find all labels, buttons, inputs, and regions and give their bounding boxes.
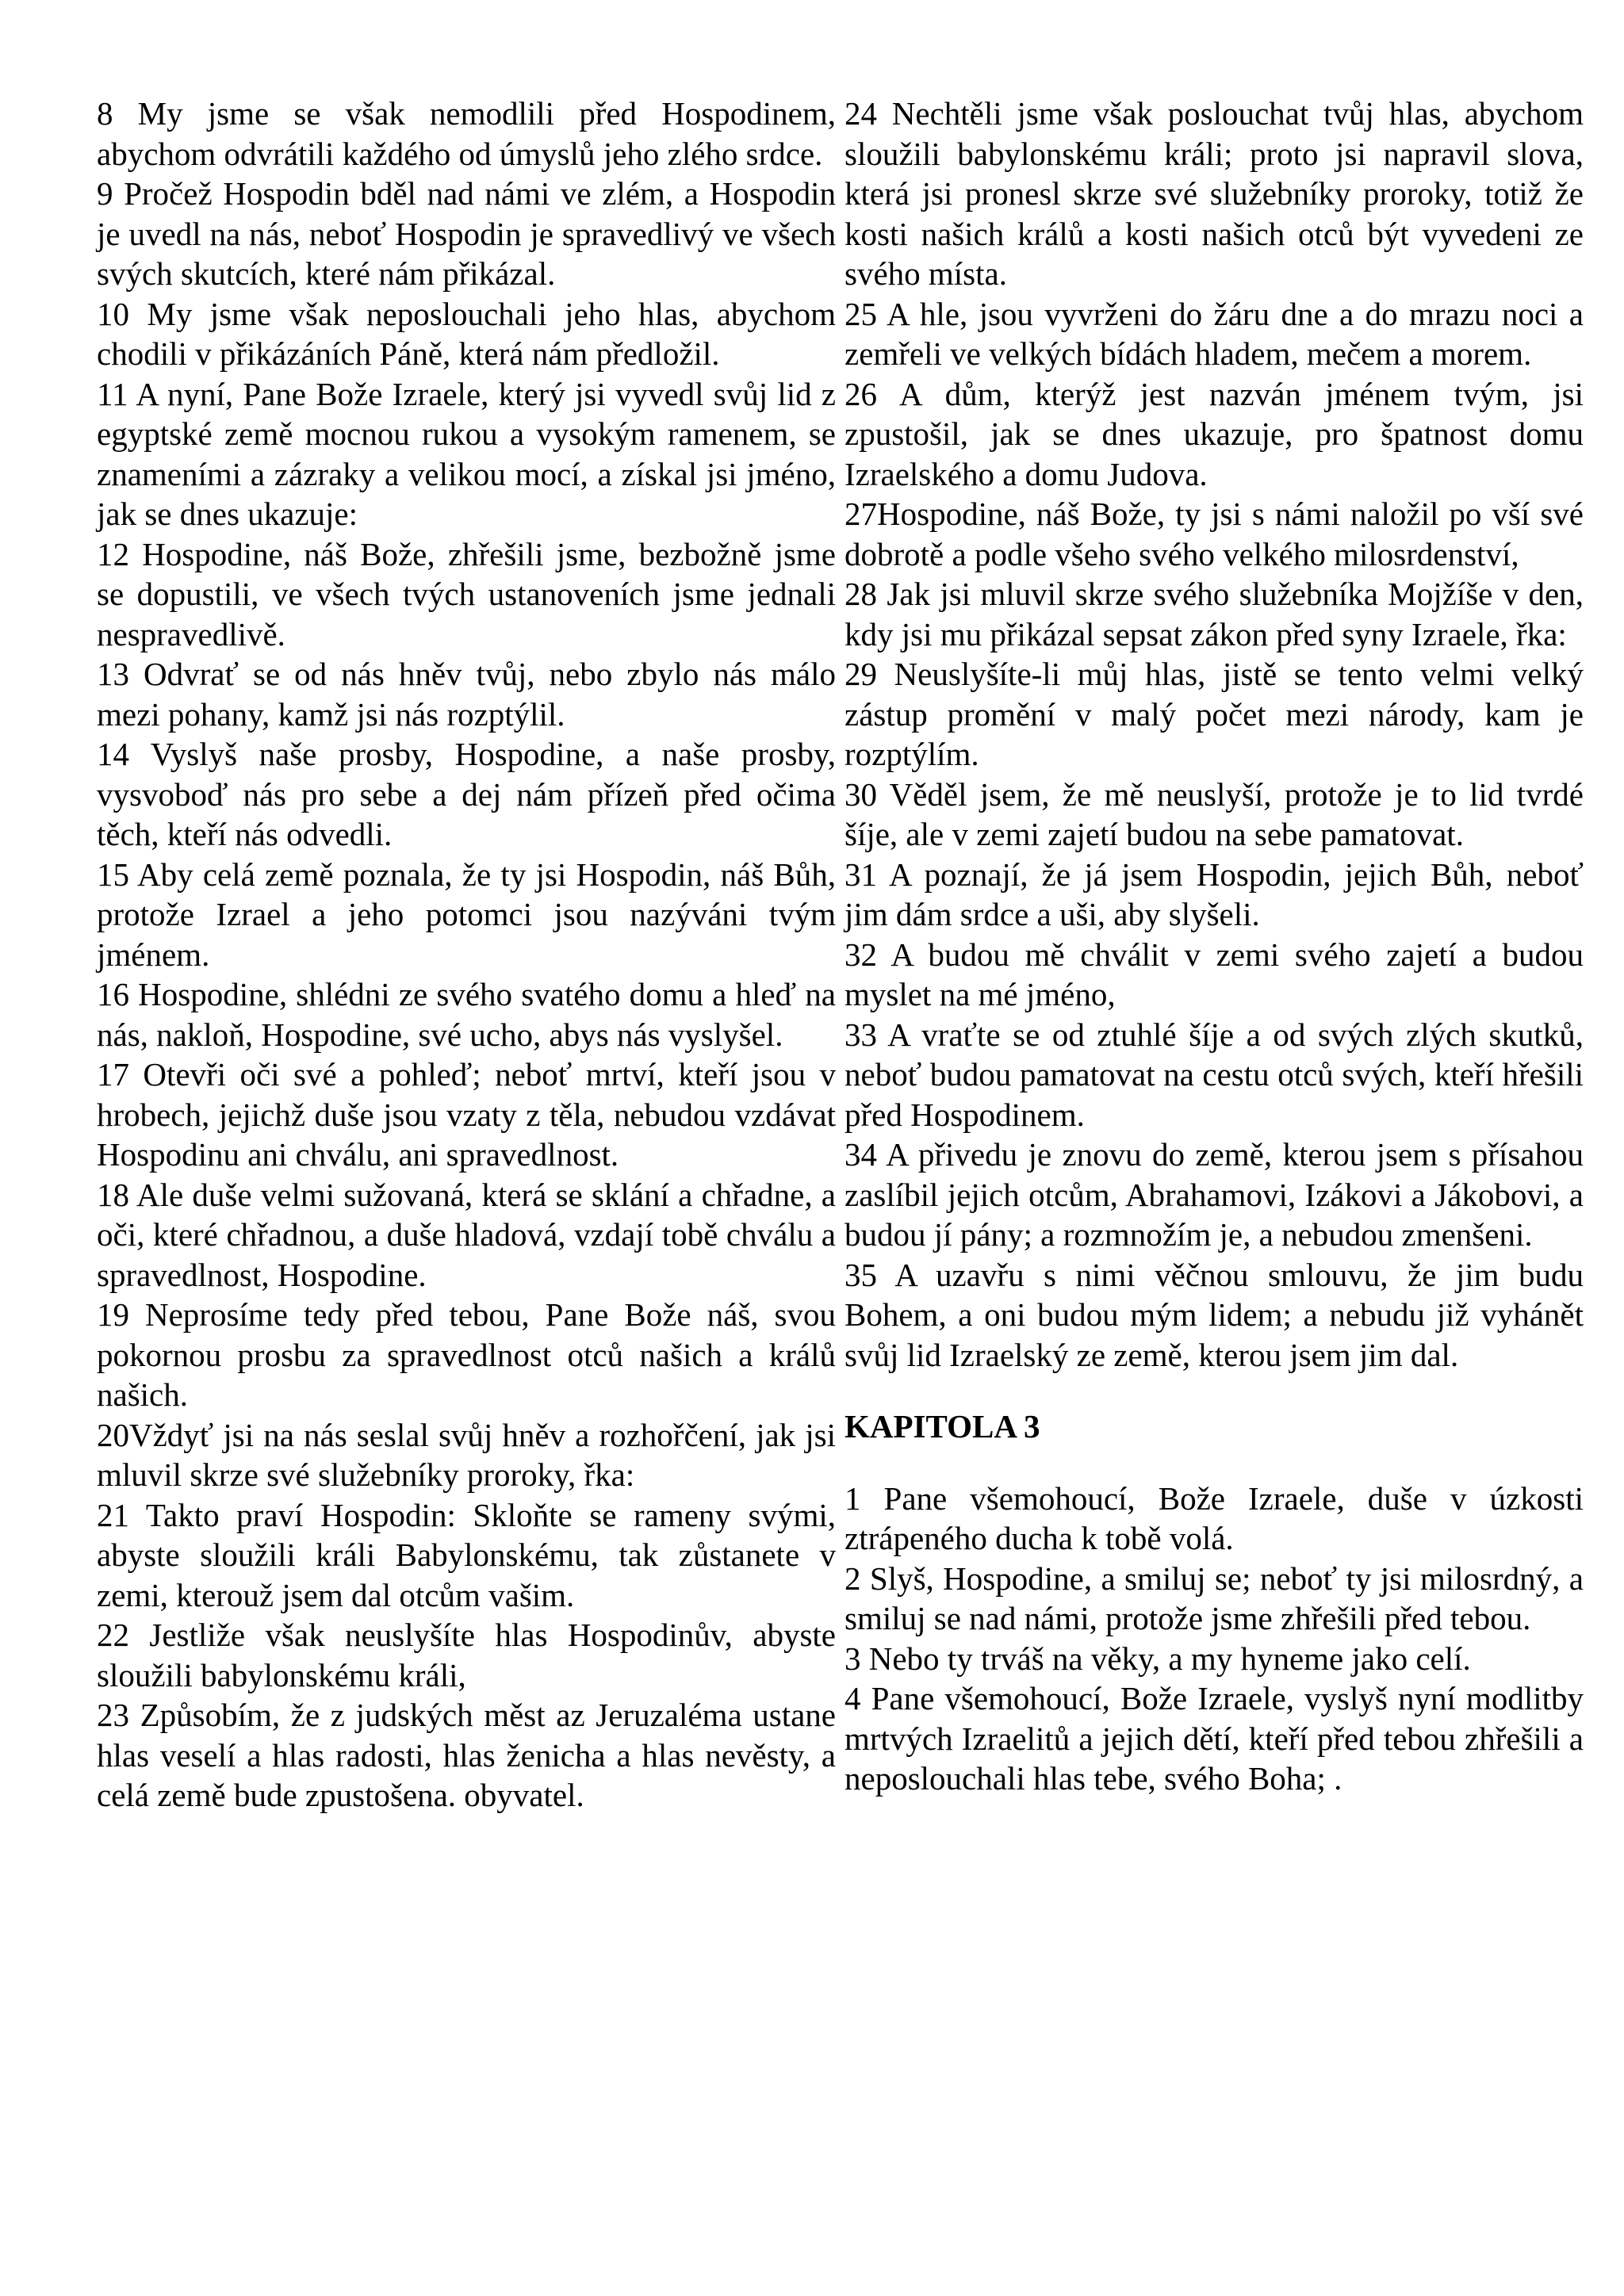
verse-32: 32 A budou mě chválit v zemi svého zajetí a budou myslet na mé jméno, <box>845 936 1584 1012</box>
verse-14: 14 Vyslyš naše prosby, Hospodine, a naše prosby, vysvoboď nás pro sebe a dej nám přízeň před očima těch, kteří nás odvedli. <box>97 736 836 852</box>
verse-12: 12 Hospodine, náš Bože, zhřešili jsme, bezbožně jsme se dopustili, ve všech tvých ustanoveních jsme jednali nespravedlivě. <box>97 535 836 652</box>
verse-25: 25 A hle, jsou vyvrženi do žáru dne a do mrazu noci a zemřeli ve velkých bídách hladem, mečem a morem. <box>845 295 1584 372</box>
verse-10: 10 My jsme však neposlouchali jeho hlas, abychom chodili v přikázáních Páně, která nám předložil. <box>97 295 836 372</box>
verse-11: 11 A nyní, Pane Bože Izraele, který jsi vyvedl svůj lid z egyptské země mocnou rukou a vysokým ramenem, se znameními a zázraky a velikou mocí, a získal jsi jméno, jak se dnes ukazuje: <box>97 375 836 532</box>
chapter3-verse-2: 2 Slyš, Hospodine, a smiluj se; neboť ty jsi milosrdný, a smiluj se nad námi, protože jsme zhřešili před tebou. <box>845 1559 1584 1636</box>
verse-15: 15 Aby celá země poznala, že ty jsi Hospodin, náš Bůh, protože Izrael a jeho potomci jsou nazýváni tvým jménem. <box>97 855 836 973</box>
verse-16: 16 Hospodine, shlédni ze svého svatého domu a hleď na nás, nakloň, Hospodine, své ucho, abys nás vyslyšel. <box>97 976 836 1053</box>
chapter3-verse-1: 1 Pane všemohoucí, Bože Izraele, duše v úzkosti ztrápeného ducha k tobě volá. <box>845 1479 1584 1556</box>
verse-22: 22 Jestliže však neuslyšíte hlas Hospodinův, abyste sloužili babylonskému králi, <box>97 1617 836 1693</box>
verse-34: 34 A přivedu je znovu do země, kterou jsem s přísahou zaslíbil jejich otcům, Abrahamovi, Izákovi a Jákobovi, a budou jí pány; a rozmnožím je, a nebudou zmenšeni. <box>845 1136 1584 1253</box>
verse-13: 13 Odvrať se od nás hněv tvůj, nebo zbylo nás málo mezi pohany, kamž jsi nás rozptýlil. <box>97 656 836 733</box>
verse-27: 27Hospodine, náš Bože, ty jsi s námi naložil po vší své dobrotě a podle všeho svého velkého milosrdenství, <box>845 496 1584 572</box>
verse-17: 17 Otevři oči své a pohleď; neboť mrtví, kteří jsou v hrobech, jejichž duše jsou vzaty z těla, nebudou vzdávat Hospodinu ani chválu, ani spravedlnost. <box>97 1056 836 1173</box>
chapter3-verse-4: 4 Pane všemohoucí, Bože Izraele, vyslyš nyní modlitby mrtvých Izraelitů a jejich dětí, kteří před tebou zhřešili a neposlouchali hlas tebe, svého Boha; . <box>845 1680 1584 1797</box>
verse-20: 20Vždyť jsi na nás seslal svůj hněv a rozhořčení, jak jsi mluvil skrze své služebníky proroky, řka: <box>97 1416 836 1493</box>
verse-28: 28 Jak jsi mluvil skrze svého služebníka Mojžíše v den, kdy jsi mu přikázal sepsat zákon před syny Izraele, řka: <box>845 576 1584 652</box>
left-column <box>97 94 836 1816</box>
chapter-heading: KAPITOLA 3 <box>845 1408 1040 1445</box>
verse-35: 35 A uzavřu s nimi věčnou smlouvu, že jim budu Bohem, a oni budou mým lidem; a nebudu již vyhánět svůj lid Izraelský ze země, kterou jsem jim dal. <box>845 1256 1584 1373</box>
verse-21: 21 Takto praví Hospodin: Skloňte se rameny svými, abyste sloužili králi Babylonskému, tak zůstanete v zemi, kterouž jsem dal otcům vašim. <box>97 1496 836 1613</box>
verse-23: 23 Způsobím, že z judských měst az Jeruzaléma ustane hlas veselí a hlas radosti, hlas ženicha a hlas nevěsty, a celá země bude zpustošena. obyvatel. <box>97 1697 836 1813</box>
chapter3-verse-3: 3 Nebo ty trváš na věky, a my hyneme jako celí. <box>845 1640 1471 1677</box>
verse-18: 18 Ale duše velmi sužovaná, která se sklání a chřadne, a oči, které chřadnou, a duše hladová, vzdají tobě chválu a spravedlnost, Hospodine. <box>97 1176 836 1293</box>
verse-8: 8 My jsme se však nemodlili před Hospodinem, abychom odvrátili každého od úmyslů jeho zlého srdce. <box>97 95 836 172</box>
verse-24: 24 Nechtěli jsme však poslouchat tvůj hlas, abychom sloužili babylonskému králi; proto jsi napravil slova, která jsi pronesl skrze své služebníky proroky, totiž že kosti našich králů a kosti našich otců být vyvedeni ze svého místa. <box>845 95 1584 292</box>
verse-33: 33 A vraťte se od ztuhlé šíje a od svých zlých skutků, neboť budou pamatovat na cestu otců svých, kteří hřešili před Hospodinem. <box>845 1016 1584 1133</box>
verse-26: 26 A dům, kterýž jest nazván jménem tvým, jsi zpustošil, jak se dnes ukazuje, pro špatnost domu Izraelského a domu Judova. <box>845 375 1584 492</box>
verse-29: 29 Neuslyšíte-li můj hlas, jistě se tento velmi velký zástup promění v malý počet mezi národy, kam je rozptýlím. <box>845 656 1584 772</box>
verse-9: 9 Pročež Hospodin bděl nad námi ve zlém, a Hospodin je uvedl na nás, neboť Hospodin je spravedlivý ve všech svých skutcích, které nám přikázal. <box>97 175 836 292</box>
verse-30: 30 Věděl jsem, že mě neuslyší, protože je to lid tvrdé šíje, ale v zemi zajetí budou na sebe pamatovat. <box>845 775 1584 852</box>
right-column <box>845 94 1584 1799</box>
verse-19: 19 Neprosíme tedy před tebou, Pane Bože náš, svou pokornou prosbu za spravedlnost otců našich a králů našich. <box>97 1296 836 1413</box>
verse-31: 31 A poznají, že já jsem Hospodin, jejich Bůh, neboť jim dám srdce a uši, aby slyšeli. <box>845 855 1584 932</box>
